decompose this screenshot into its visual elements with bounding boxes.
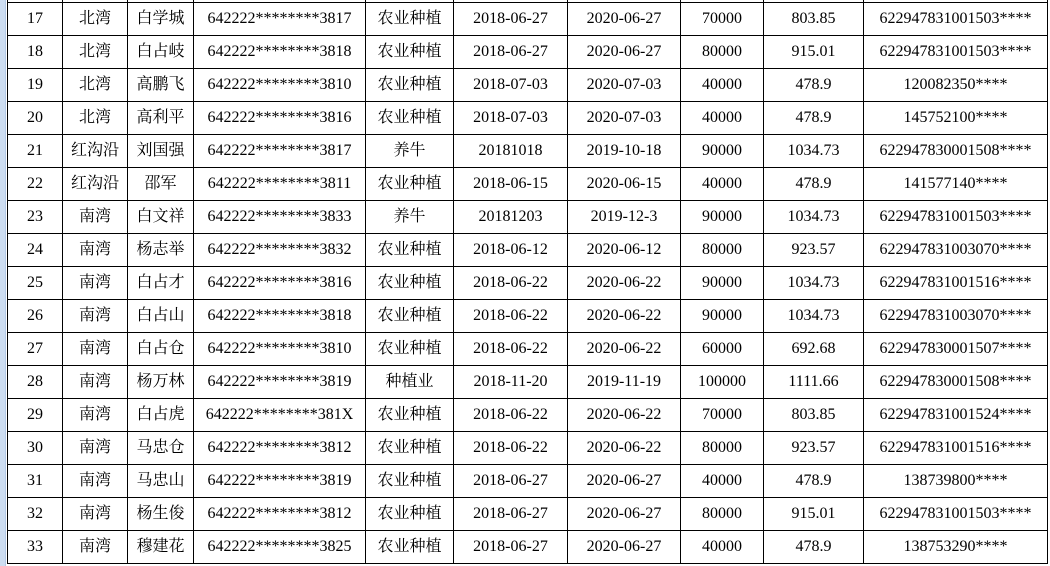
cell-project-type[interactable]: 农业种植 [366, 102, 454, 135]
cell-id-number[interactable]: 642222********3810 [194, 333, 366, 366]
cell-project-type[interactable]: 农业种植 [366, 531, 454, 564]
cell-loan-amount[interactable]: 80000 [681, 234, 764, 267]
cell-row-number[interactable]: 21 [8, 135, 63, 168]
cell-id-number[interactable]: 642222********3819 [194, 465, 366, 498]
cell-project-type[interactable]: 农业种植 [366, 168, 454, 201]
cell-person-name[interactable]: 高利平 [128, 102, 194, 135]
cell-bank-account[interactable]: 622947831003070**** [864, 300, 1048, 333]
cell-start-date[interactable]: 2018-06-27 [454, 498, 568, 531]
cell-interest-amount[interactable]: 803.85 [764, 399, 864, 432]
cell-person-name[interactable]: 刘国强 [128, 135, 194, 168]
cell-row-number[interactable]: 25 [8, 267, 63, 300]
table-row [8, 399, 1048, 432]
spreadsheet-area [7, 0, 1048, 564]
cell-interest-amount[interactable]: 923.57 [764, 432, 864, 465]
cell-village[interactable]: 北湾 [63, 3, 128, 36]
cell-id-number[interactable]: 642222********3817 [194, 3, 366, 36]
cell-person-name[interactable]: 杨志举 [128, 234, 194, 267]
cell-row-number[interactable]: 22 [8, 168, 63, 201]
cell-id-number[interactable]: 642222********3812 [194, 498, 366, 531]
cell-village[interactable]: 南湾 [63, 399, 128, 432]
cell-id-number[interactable]: 642222********3819 [194, 366, 366, 399]
cell-project-type[interactable]: 种植业 [366, 366, 454, 399]
cell-id-number[interactable]: 642222********3817 [194, 135, 366, 168]
cell-start-date[interactable]: 2018-06-22 [454, 399, 568, 432]
cell-end-date[interactable]: 2020-06-27 [568, 3, 681, 36]
cell-loan-amount[interactable]: 90000 [681, 201, 764, 234]
cell-bank-account[interactable]: 622947831001503**** [864, 3, 1048, 36]
cell-start-date[interactable]: 2018-06-15 [454, 168, 568, 201]
cell-id-number[interactable]: 642222********381X [194, 399, 366, 432]
table-row [8, 267, 1048, 300]
cell-bank-account[interactable]: 622947831001503**** [864, 201, 1048, 234]
cell-id-number[interactable]: 642222********3832 [194, 234, 366, 267]
cell-end-date[interactable]: 2019-12-3 [568, 201, 681, 234]
cell-end-date[interactable]: 2020-06-27 [568, 465, 681, 498]
cell-id-number[interactable]: 642222********3818 [194, 300, 366, 333]
cell-project-type[interactable]: 农业种植 [366, 465, 454, 498]
cell-interest-amount[interactable]: 1034.73 [764, 201, 864, 234]
cell-id-number[interactable]: 642222********3833 [194, 201, 366, 234]
cell-interest-amount[interactable]: 1034.73 [764, 300, 864, 333]
cell-id-number[interactable]: 642222********3816 [194, 102, 366, 135]
cell-bank-account[interactable]: 622947830001508**** [864, 366, 1048, 399]
cell-end-date[interactable]: 2020-06-22 [568, 399, 681, 432]
cell-person-name[interactable]: 白占虎 [128, 399, 194, 432]
cell-village[interactable]: 南湾 [63, 267, 128, 300]
cell-interest-amount[interactable]: 478.9 [764, 531, 864, 564]
cell-row-number[interactable]: 28 [8, 366, 63, 399]
table-row [8, 498, 1048, 531]
cell-start-date[interactable]: 2018-06-22 [454, 300, 568, 333]
cell-id-number[interactable]: 642222********3816 [194, 267, 366, 300]
cell-row-number[interactable]: 30 [8, 432, 63, 465]
cell-start-date[interactable]: 2018-06-27 [454, 3, 568, 36]
table-row [8, 201, 1048, 234]
cell-bank-account[interactable]: 120082350**** [864, 69, 1048, 102]
cell-id-number[interactable]: 642222********3812 [194, 432, 366, 465]
cell-end-date[interactable]: 2019-11-19 [568, 366, 681, 399]
cell-row-number[interactable]: 23 [8, 201, 63, 234]
cell-person-name[interactable]: 高鹏飞 [128, 69, 194, 102]
cell-bank-account[interactable]: 622947831001503**** [864, 498, 1048, 531]
cell-end-date[interactable]: 2019-10-18 [568, 135, 681, 168]
cell-interest-amount[interactable]: 1111.66 [764, 366, 864, 399]
cell-person-name[interactable]: 马忠山 [128, 465, 194, 498]
cell-loan-amount[interactable]: 60000 [681, 333, 764, 366]
cell-village[interactable]: 南湾 [63, 465, 128, 498]
cell-loan-amount[interactable]: 80000 [681, 432, 764, 465]
cell-bank-account[interactable]: 622947830001507**** [864, 333, 1048, 366]
cell-loan-amount[interactable]: 40000 [681, 168, 764, 201]
cell-project-type[interactable]: 养牛 [366, 135, 454, 168]
table-row [8, 366, 1048, 399]
cell-bank-account[interactable]: 622947831001524**** [864, 399, 1048, 432]
table-row [8, 36, 1048, 69]
cell-end-date[interactable]: 2020-06-27 [568, 498, 681, 531]
cell-person-name[interactable]: 杨万林 [128, 366, 194, 399]
cell-project-type[interactable]: 农业种植 [366, 3, 454, 36]
cell-start-date[interactable]: 2018-06-22 [454, 333, 568, 366]
table-row [8, 69, 1048, 102]
cell-loan-amount[interactable]: 80000 [681, 498, 764, 531]
cell-project-type[interactable]: 农业种植 [366, 432, 454, 465]
window-left-edge-strip [0, 0, 6, 566]
cell-interest-amount[interactable]: 478.9 [764, 69, 864, 102]
cell-start-date[interactable]: 2018-06-27 [454, 36, 568, 69]
cell-loan-amount[interactable]: 80000 [681, 36, 764, 69]
cell-loan-amount[interactable]: 90000 [681, 135, 764, 168]
cell-end-date[interactable]: 2020-06-12 [568, 234, 681, 267]
cell-end-date[interactable]: 2020-07-03 [568, 102, 681, 135]
table-row [8, 135, 1048, 168]
cell-village[interactable]: 北湾 [63, 69, 128, 102]
table-row [8, 333, 1048, 366]
cell-interest-amount[interactable]: 915.01 [764, 36, 864, 69]
cell-village[interactable]: 南湾 [63, 366, 128, 399]
cell-row-number[interactable]: 17 [8, 3, 63, 36]
cell-bank-account[interactable]: 622947831001516**** [864, 267, 1048, 300]
cell-start-date[interactable]: 2018-06-22 [454, 432, 568, 465]
cell-start-date[interactable]: 2018-06-27 [454, 465, 568, 498]
cell-interest-amount[interactable]: 478.9 [764, 102, 864, 135]
cell-end-date[interactable]: 2020-06-22 [568, 267, 681, 300]
cell-end-date[interactable]: 2020-06-27 [568, 36, 681, 69]
cell-project-type[interactable]: 农业种植 [366, 300, 454, 333]
cell-row-number[interactable]: 32 [8, 498, 63, 531]
cell-loan-amount[interactable]: 90000 [681, 300, 764, 333]
cell-project-type[interactable]: 农业种植 [366, 333, 454, 366]
cell-village[interactable]: 南湾 [63, 201, 128, 234]
cell-id-number[interactable]: 642222********3810 [194, 69, 366, 102]
cell-project-type[interactable]: 农业种植 [366, 267, 454, 300]
cell-loan-amount[interactable]: 40000 [681, 465, 764, 498]
cell-village[interactable]: 南湾 [63, 498, 128, 531]
cell-interest-amount[interactable]: 923.57 [764, 234, 864, 267]
cell-interest-amount[interactable]: 478.9 [764, 168, 864, 201]
cell-person-name[interactable]: 邵军 [128, 168, 194, 201]
cell-village[interactable]: 南湾 [63, 234, 128, 267]
cell-interest-amount[interactable]: 1034.73 [764, 135, 864, 168]
cell-bank-account[interactable]: 141577140**** [864, 168, 1048, 201]
cell-person-name[interactable]: 杨生俊 [128, 498, 194, 531]
cell-person-name[interactable]: 白占才 [128, 267, 194, 300]
cell-end-date[interactable]: 2020-06-27 [568, 531, 681, 564]
cell-bank-account[interactable]: 622947831001516**** [864, 432, 1048, 465]
cell-village[interactable]: 南湾 [63, 531, 128, 564]
cell-start-date[interactable]: 2018-06-27 [454, 531, 568, 564]
table-row [8, 432, 1048, 465]
cell-village[interactable]: 红沟沿 [63, 168, 128, 201]
cell-loan-amount[interactable]: 70000 [681, 399, 764, 432]
cell-row-number[interactable]: 29 [8, 399, 63, 432]
cell-person-name[interactable]: 白占仓 [128, 333, 194, 366]
loan-records-table [7, 0, 1048, 564]
cell-bank-account[interactable]: 145752100**** [864, 102, 1048, 135]
cell-bank-account[interactable]: 622947831003070**** [864, 234, 1048, 267]
cell-loan-amount[interactable]: 40000 [681, 531, 764, 564]
cell-person-name[interactable]: 穆建花 [128, 531, 194, 564]
cell-row-number[interactable]: 26 [8, 300, 63, 333]
cell-project-type[interactable]: 农业种植 [366, 399, 454, 432]
cell-start-date[interactable]: 20181203 [454, 201, 568, 234]
cell-start-date[interactable]: 2018-11-20 [454, 366, 568, 399]
cell-person-name[interactable]: 白文祥 [128, 201, 194, 234]
cell-loan-amount[interactable]: 100000 [681, 366, 764, 399]
cell-row-number[interactable]: 18 [8, 36, 63, 69]
cell-village[interactable]: 南湾 [63, 300, 128, 333]
cell-end-date[interactable]: 2020-06-22 [568, 432, 681, 465]
cell-row-number[interactable]: 24 [8, 234, 63, 267]
cell-bank-account[interactable]: 622947831001503**** [864, 36, 1048, 69]
cell-bank-account[interactable]: 622947830001508**** [864, 135, 1048, 168]
cell-person-name[interactable]: 白占山 [128, 300, 194, 333]
cell-row-number[interactable]: 19 [8, 69, 63, 102]
table-row [8, 168, 1048, 201]
cell-interest-amount[interactable]: 803.85 [764, 3, 864, 36]
table-row [8, 465, 1048, 498]
cell-village[interactable]: 红沟沿 [63, 135, 128, 168]
table-row [8, 102, 1048, 135]
cell-project-type[interactable]: 农业种植 [366, 69, 454, 102]
table-row [8, 234, 1048, 267]
cell-id-number[interactable]: 642222********3818 [194, 36, 366, 69]
cell-village[interactable]: 北湾 [63, 36, 128, 69]
cell-person-name[interactable]: 白学城 [128, 3, 194, 36]
cell-project-type[interactable]: 农业种植 [366, 498, 454, 531]
table-row [8, 300, 1048, 333]
cell-id-number[interactable]: 642222********3825 [194, 531, 366, 564]
cell-project-type[interactable]: 农业种植 [366, 36, 454, 69]
cell-bank-account[interactable]: 138739800**** [864, 465, 1048, 498]
cell-end-date[interactable]: 2020-06-22 [568, 300, 681, 333]
cell-start-date[interactable]: 2018-07-03 [454, 102, 568, 135]
cell-loan-amount[interactable]: 90000 [681, 267, 764, 300]
cell-person-name[interactable]: 马忠仓 [128, 432, 194, 465]
cell-row-number[interactable]: 27 [8, 333, 63, 366]
cell-interest-amount[interactable]: 478.9 [764, 465, 864, 498]
cell-end-date[interactable]: 2020-07-03 [568, 69, 681, 102]
cell-village[interactable]: 南湾 [63, 333, 128, 366]
cell-person-name[interactable]: 白占岐 [128, 36, 194, 69]
cell-loan-amount[interactable]: 40000 [681, 69, 764, 102]
cell-project-type[interactable]: 农业种植 [366, 234, 454, 267]
cell-loan-amount[interactable]: 40000 [681, 102, 764, 135]
cell-start-date[interactable]: 20181018 [454, 135, 568, 168]
cell-village[interactable]: 北湾 [63, 102, 128, 135]
cell-loan-amount[interactable]: 70000 [681, 3, 764, 36]
cell-row-number[interactable]: 33 [8, 531, 63, 564]
cell-project-type[interactable]: 养牛 [366, 201, 454, 234]
cell-interest-amount[interactable]: 692.68 [764, 333, 864, 366]
table-row [8, 531, 1048, 564]
cell-end-date[interactable]: 2020-06-22 [568, 333, 681, 366]
cell-start-date[interactable]: 2018-06-22 [454, 267, 568, 300]
cell-village[interactable]: 南湾 [63, 432, 128, 465]
cell-end-date[interactable]: 2020-06-15 [568, 168, 681, 201]
cell-interest-amount[interactable]: 1034.73 [764, 267, 864, 300]
cell-interest-amount[interactable]: 915.01 [764, 498, 864, 531]
cell-bank-account[interactable]: 138753290**** [864, 531, 1048, 564]
cell-row-number[interactable]: 20 [8, 102, 63, 135]
cell-row-number[interactable]: 31 [8, 465, 63, 498]
cell-start-date[interactable]: 2018-07-03 [454, 69, 568, 102]
table-row [8, 3, 1048, 36]
cell-start-date[interactable]: 2018-06-12 [454, 234, 568, 267]
cell-id-number[interactable]: 642222********3811 [194, 168, 366, 201]
